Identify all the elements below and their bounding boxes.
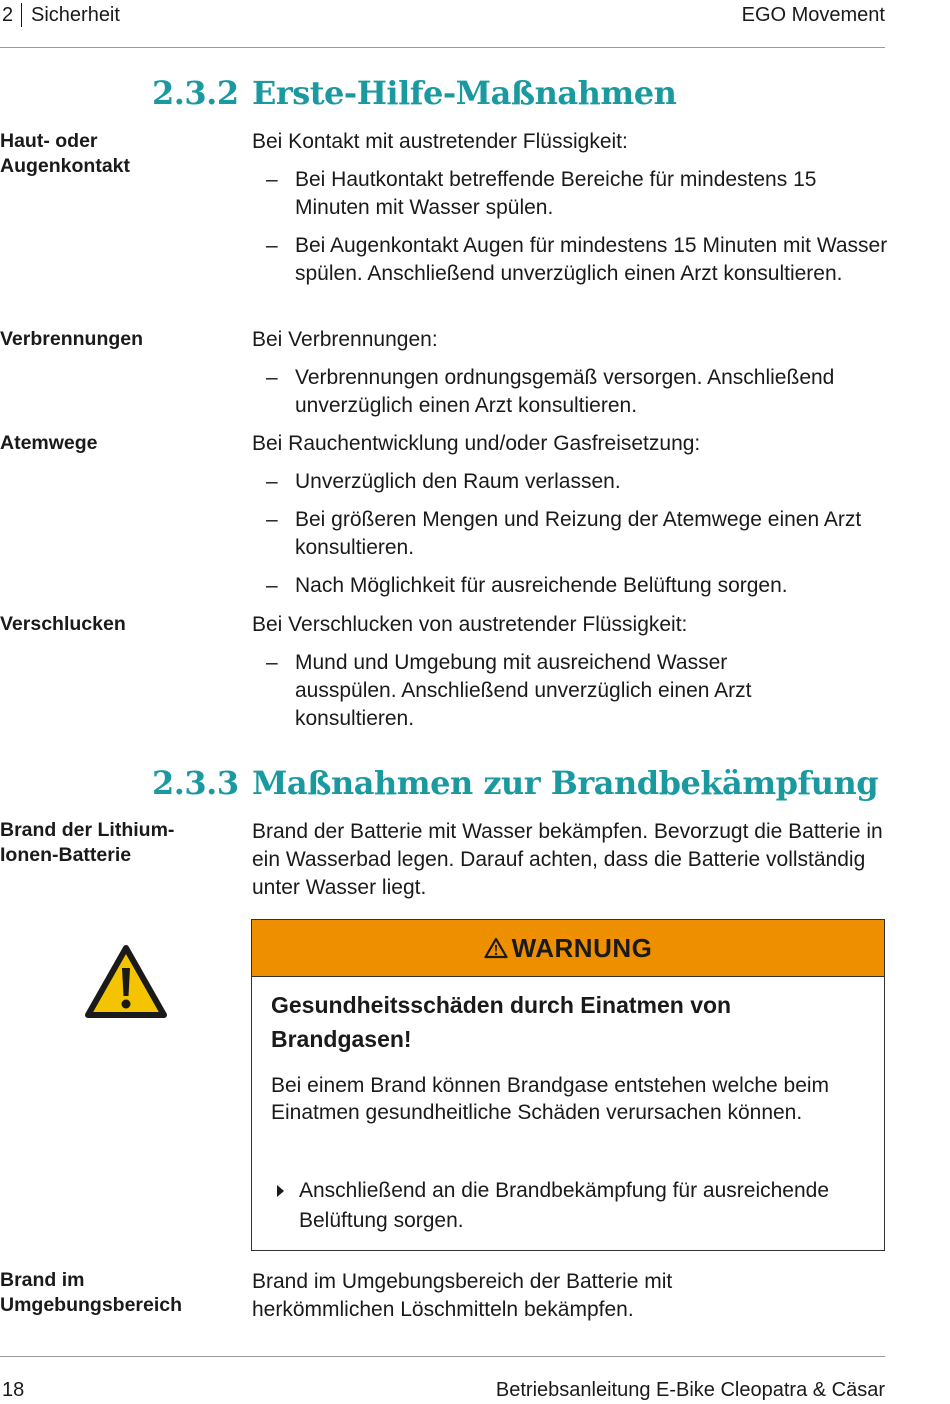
list-item: – Mund und Umgebung mit ausreichend Wasser ausspülen. Anschließend unverzüglich einen Arzt konsultieren.	[252, 649, 892, 733]
action-arrow-icon	[277, 1185, 284, 1197]
environment-fire-text: Brand im Umgebungsbereich der Batterie mit herkömmlichen Löschmitteln bekämpfen.	[252, 1270, 673, 1321]
warning-signal-bar	[252, 920, 884, 977]
warning-action	[271, 1176, 871, 1236]
side-label-swallowing: Verschlucken	[0, 613, 126, 635]
footer-doc-title: Betriebsanleitung E-Bike Cleopatra & Cäsar	[495, 1379, 885, 1401]
block-airways	[252, 430, 892, 600]
side-label-burns: Verbrennungen	[0, 328, 144, 350]
side-label-airways: Atemwege	[0, 432, 98, 454]
list-item: – Bei Augenkontakt Augen für mindestens 15 Minuten mit Wasser spülen. Anschließend unverzüglich einen Arzt konsultieren.	[252, 232, 892, 288]
block-skin-eye	[252, 128, 892, 288]
page-footer	[0, 1356, 885, 1401]
heading-number: 2.3.2	[152, 74, 239, 112]
block-swallowing	[252, 611, 892, 733]
heading-number: 2.3.3	[152, 764, 239, 802]
side-label-skin-eye: Haut- oder Augenkontakt	[0, 130, 131, 177]
side-label-environment-fire: Brand im Umgebungsbereich	[0, 1269, 183, 1316]
warning-box	[251, 919, 885, 1251]
block-burns	[252, 326, 892, 420]
heading-title: Erste-Hilfe-Maßnahmen	[252, 74, 677, 112]
lead-text: Bei Verbrennungen:	[252, 328, 438, 351]
list-item: – Bei Hautkontakt betreffende Bereiche für mindestens 15 Minuten mit Wasser spülen.	[252, 166, 892, 222]
list-item: – Bei größeren Mengen und Reizung der Atemwege einen Arzt konsultieren.	[252, 506, 892, 562]
list-item: – Unverzüglich den Raum verlassen.	[252, 468, 892, 496]
header-brand: EGO Movement	[741, 4, 885, 26]
page-header	[0, 0, 885, 48]
footer-page-number: 18	[2, 1379, 25, 1401]
lithium-fire-text: Brand der Batterie mit Wasser bekämpfen. Bevorzugt die Batterie in ein Wasserbad legen. Darauf achten, dass die Batterie vollständig unter Wasser liegt.	[252, 820, 883, 899]
lead-text: Bei Kontakt mit austretender Flüssigkeit:	[252, 130, 628, 153]
heading-2-3-2	[152, 74, 676, 112]
side-label-lithium-fire: Brand der Lithium-Ionen-Batterie	[0, 819, 175, 866]
header-divider	[21, 3, 22, 27]
heading-2-3-3	[152, 764, 878, 802]
list-item: – Nach Möglichkeit für ausreichende Belüftung sorgen.	[252, 572, 892, 600]
warning-triangle-icon	[84, 944, 168, 1020]
lead-text: Bei Rauchentwicklung und/oder Gasfreisetzung:	[252, 432, 701, 455]
header-section: Sicherheit	[31, 4, 120, 26]
heading-title: Maßnahmen zur Brandbekämpfung	[252, 764, 879, 802]
warning-signal-word: WARNUNG	[511, 932, 653, 963]
warning-action-text: Anschließend an die Brandbekämpfung für ausreichende Belüftung sorgen.	[299, 1179, 830, 1232]
warning-title: Gesundheitsschäden durch Einatmen von Brandgasen!	[271, 992, 732, 1052]
warning-text: Bei einem Brand können Brandgase entstehen welche beim Einatmen gesundheitliche Schäden verursachen können.	[271, 1074, 830, 1124]
warning-small-icon	[484, 937, 508, 959]
header-page-number: 2	[2, 4, 14, 26]
list-item: – Verbrennungen ordnungsgemäß versorgen. Anschließend unverzüglich einen Arzt konsultieren.	[252, 364, 892, 420]
lead-text: Bei Verschlucken von austretender Flüssigkeit:	[252, 613, 688, 636]
